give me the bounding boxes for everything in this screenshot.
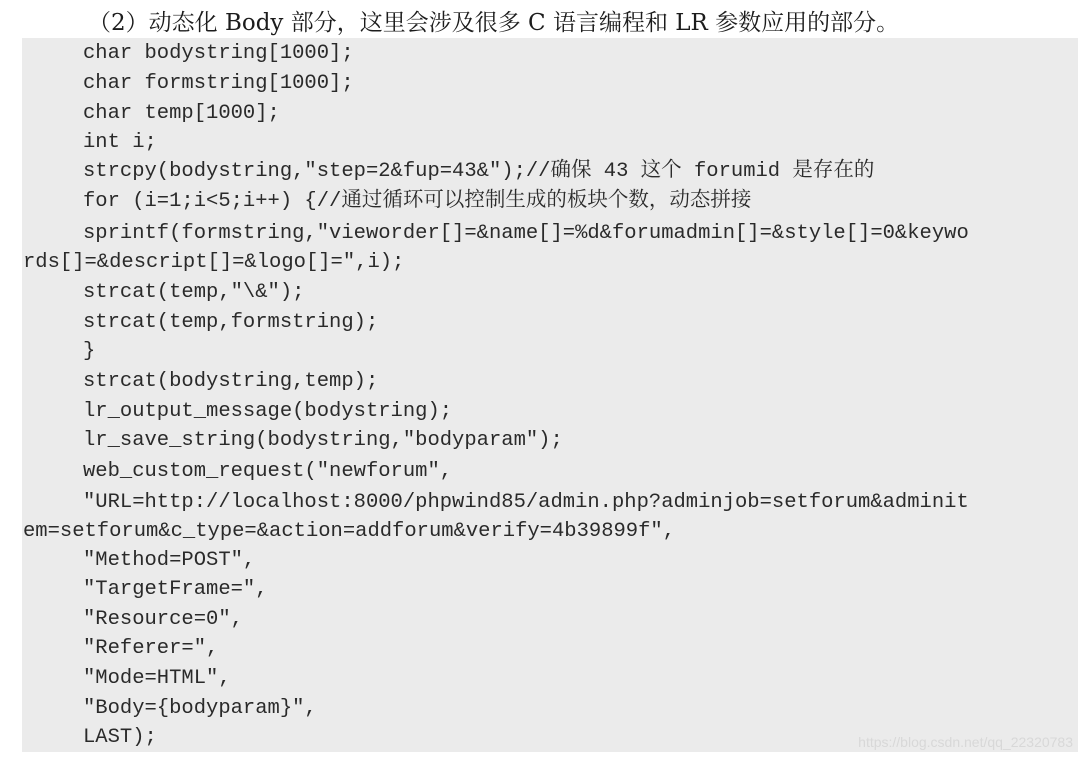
- code-line: "URL=http://localhost:8000/phpwind85/admin.php?adminjob=setforum&adminit: [83, 491, 969, 514]
- code-line: "Referer=",: [83, 637, 219, 660]
- code-line: lr_output_message(bodystring);: [83, 400, 453, 423]
- code-line: web_custom_request("newforum",: [83, 460, 453, 483]
- code-line: sprintf(formstring,"vieworder[]=&name[]=%d&forumadmin[]=&style[]=0&keywo: [83, 222, 969, 245]
- code-line: strcat(temp,formstring);: [83, 311, 379, 334]
- code-line: em=setforum&c_type=&action=addforum&verify=4b39899f",: [23, 520, 676, 543]
- code-line: char temp[1000];: [83, 102, 280, 125]
- code-line: LAST);: [83, 726, 157, 749]
- code-line: char formstring[1000];: [83, 72, 354, 95]
- code-line: }: [83, 340, 96, 363]
- code-line: strcat(temp,"\&");: [83, 281, 305, 304]
- code-line: "Mode=HTML",: [83, 667, 231, 690]
- code-line: "Resource=0",: [83, 608, 243, 631]
- section-heading: （2）动态化 Body 部分，这里会涉及很多 C 语言编程和 LR 参数应用的部分。: [88, 10, 900, 36]
- code-line: int i;: [83, 131, 157, 154]
- code-block: [22, 38, 1078, 752]
- code-line: strcat(bodystring,temp);: [83, 370, 379, 393]
- code-line: "Method=POST",: [83, 549, 256, 572]
- code-line: strcpy(bodystring,"step=2&fup=43&");//确保 43 这个 forumid 是存在的: [83, 160, 875, 183]
- url-watermark: https://blog.csdn.net/qq_22320783: [858, 734, 1073, 750]
- code-line: "Body={bodyparam}",: [83, 697, 317, 720]
- code-line: "TargetFrame=",: [83, 578, 268, 601]
- code-line: rds[]=&descript[]=&logo[]=",i);: [23, 251, 405, 274]
- code-line: char bodystring[1000];: [83, 42, 354, 65]
- code-line: lr_save_string(bodystring,"bodyparam");: [83, 429, 563, 452]
- code-line: for (i=1;i<5;i++) {//通过循环可以控制生成的板块个数，动态拼接: [83, 190, 752, 213]
